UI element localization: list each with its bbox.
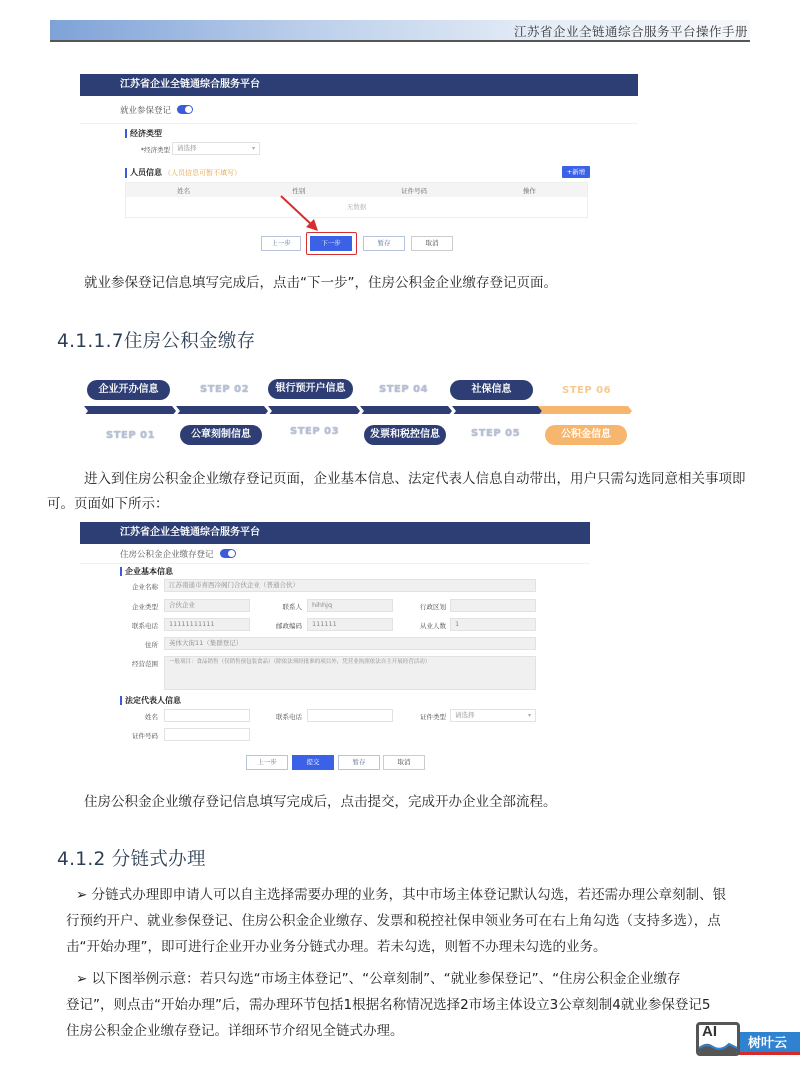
paragraph-intro-line2: 可。页面如下所示： <box>47 496 169 512</box>
district-label: 行政区划 <box>420 603 446 611</box>
contact-label: 联系人 <box>282 603 302 611</box>
step-label-01: STEP 01 <box>106 430 156 441</box>
address-label: 住所 <box>145 641 158 649</box>
platform-banner: 江苏省企业全链通综合服务平台 <box>80 522 590 544</box>
col-id-number: 证件号码 <box>401 186 428 195</box>
step-label-05: STEP 05 <box>471 428 521 439</box>
watermark-logo <box>696 1020 800 1060</box>
bullet2-line3: 住房公积金企业缴存登记。详细环节介绍见全链式办理。 <box>66 1023 404 1039</box>
toggle-label: 就业参保登记 <box>120 105 172 116</box>
bullet1-line3: 击“开始办理”，即可进行企业开办业务分链式办理。若未勾选，则暂不办理未勾选的业务。 <box>66 939 607 955</box>
id-type-select[interactable]: 请选择 ▾ <box>450 709 536 722</box>
page-header <box>50 20 750 42</box>
chevron-down-icon: ▾ <box>251 145 255 152</box>
id-number-label: 证件号码 <box>132 732 158 740</box>
red-arrow-icon <box>278 194 323 234</box>
people-table <box>125 182 588 218</box>
district-field[interactable] <box>450 599 536 612</box>
legal-name-label: 姓名 <box>145 713 158 721</box>
employment-insurance-screenshot <box>80 74 638 254</box>
add-person-button[interactable]: +新增 <box>562 166 590 178</box>
section-legal-rep: 法定代表人信息 <box>120 696 181 705</box>
paragraph-submit: 住房公积金企业缴存登记信息填写完成后，点击提交，完成开办企业全部流程。 <box>84 794 557 810</box>
address-field[interactable]: 英体大街11（集群登记） <box>164 637 536 650</box>
step-pill-invoice: 发票和税控信息 <box>364 425 446 445</box>
watermark-text: 树叶云 <box>748 1036 788 1051</box>
paragraph-intro-line1: 进入到住房公积金企业缴存登记页面，企业基本信息、法定代表人信息自动带出，用户只需勾选同意相关事项即 <box>84 471 746 487</box>
company-name-field[interactable]: 江苏南通市喜西冷阁门合伙企业（普通合伙） <box>164 579 536 592</box>
company-type-field[interactable]: 合伙企业 <box>164 599 250 612</box>
step-pill-housing-fund: 公积金信息 <box>545 425 627 445</box>
section-people-info: 人员信息 （人员信息可暂不填写） <box>125 168 241 178</box>
legal-phone-label: 联系电话 <box>276 713 302 721</box>
next-step-button[interactable]: 下一步 <box>310 236 352 251</box>
col-name: 姓名 <box>177 186 191 195</box>
employees-label: 从业人数 <box>420 622 446 630</box>
company-type-label: 企业类型 <box>132 603 158 611</box>
bullet2-line1: ➢ 以下图举例示意：若只勾选“市场主体登记”、“公章刻制”、“就业参保登记”、“住房公积金企业缴存 <box>76 971 681 987</box>
table-empty: 无数据 <box>346 203 367 211</box>
col-actions: 操作 <box>522 186 536 195</box>
paragraph-next-step: 就业参保登记信息填写完成后，点击“下一步”，住房公积金企业缴存登记页面。 <box>84 275 557 291</box>
manual-title: 江苏省企业全链通综合服务平台操作手册 <box>513 24 748 39</box>
step-pill-company-info: 企业开办信息 <box>87 380 170 400</box>
prev-step-button[interactable]: 上一步 <box>246 755 288 770</box>
bullet1-line2: 行预约开户、就业参保登记、住房公积金企业缴存、发票和税控社保申领业务可在右上角勾选（支持多选），点 <box>66 913 721 929</box>
phone-label: 联系电话 <box>132 622 158 630</box>
step-arrows <box>84 406 634 414</box>
next-step-highlight <box>306 232 357 255</box>
cancel-button[interactable]: 取消 <box>411 236 453 251</box>
toggle-row <box>80 96 638 124</box>
business-scope-textarea[interactable]: 一般项目：食品销售（仅销售预包装食品）（除依法须经批准的项目外，凭营业执照依法自主开展经营活动） <box>164 656 536 690</box>
cancel-button[interactable]: 取消 <box>383 755 425 770</box>
phone-field[interactable]: 11111111111 <box>164 618 250 631</box>
toggle-label: 住房公积金企业缴存登记 <box>120 549 214 560</box>
chevron-down-icon: ▾ <box>527 712 531 719</box>
legal-phone-input[interactable] <box>307 709 393 722</box>
section-basic-info: 企业基本信息 <box>120 567 173 576</box>
housing-fund-screenshot <box>80 522 590 774</box>
id-type-label: 证件类型 <box>420 713 446 721</box>
toggle-row <box>80 544 590 564</box>
heading-housing-fund: 4.1.1.7住房公积金缴存 <box>57 331 256 352</box>
step-progress <box>84 378 634 448</box>
step-pill-bank: 银行预开户信息 <box>268 379 353 399</box>
econ-type-label: *经济类型 <box>140 146 170 154</box>
save-draft-button[interactable]: 暂存 <box>338 755 380 770</box>
postcode-label: 邮政编码 <box>276 622 302 630</box>
bullet1-line1: ➢ 分链式办理即申请人可以自主选择需要办理的业务，其中市场主体登记默认勾选，若还需办理公章刻制、银 <box>76 887 727 903</box>
save-draft-button[interactable]: 暂存 <box>363 236 405 251</box>
housing-fund-toggle[interactable] <box>220 549 236 558</box>
postcode-field[interactable]: 111111 <box>307 618 393 631</box>
legal-name-input[interactable] <box>164 709 250 722</box>
step-label-02: STEP 02 <box>200 384 250 395</box>
econ-type-select[interactable]: 请选择 ▾ <box>172 142 260 155</box>
prev-step-button[interactable]: 上一步 <box>261 236 301 251</box>
step-label-04: STEP 04 <box>379 384 429 395</box>
table-header <box>126 183 587 197</box>
step-pill-social: 社保信息 <box>450 380 533 400</box>
bullet2-line2: 登记”，则点击“开始办理”后，需办理环节包括1根据名称情况选择2市场主体设立3公章刻制4就业参保登记5 <box>66 997 711 1013</box>
employment-insurance-toggle[interactable] <box>177 105 193 114</box>
step-label-03: STEP 03 <box>290 426 340 437</box>
people-hint: （人员信息可暂不填写） <box>164 169 241 177</box>
mountain-icon <box>699 1039 739 1053</box>
scope-label: 经营范围 <box>132 660 158 668</box>
step-label-06: STEP 06 <box>562 385 612 396</box>
step-pill-seal: 公章刻制信息 <box>180 425 262 445</box>
company-name-label: 企业名称 <box>132 583 158 591</box>
section-econ-type: 经济类型 <box>125 129 162 138</box>
id-number-input[interactable] <box>164 728 250 741</box>
platform-banner: 江苏省企业全链通综合服务平台 <box>80 74 638 96</box>
ai-logo-icon: AI <box>696 1022 740 1056</box>
col-gender: 性别 <box>292 186 306 195</box>
contact-field[interactable]: hihhjq <box>307 599 393 612</box>
submit-button[interactable]: 提交 <box>292 755 334 770</box>
heading-split-chain: 4.1.2 分链式办理 <box>57 849 206 870</box>
employees-field[interactable]: 1 <box>450 618 536 631</box>
